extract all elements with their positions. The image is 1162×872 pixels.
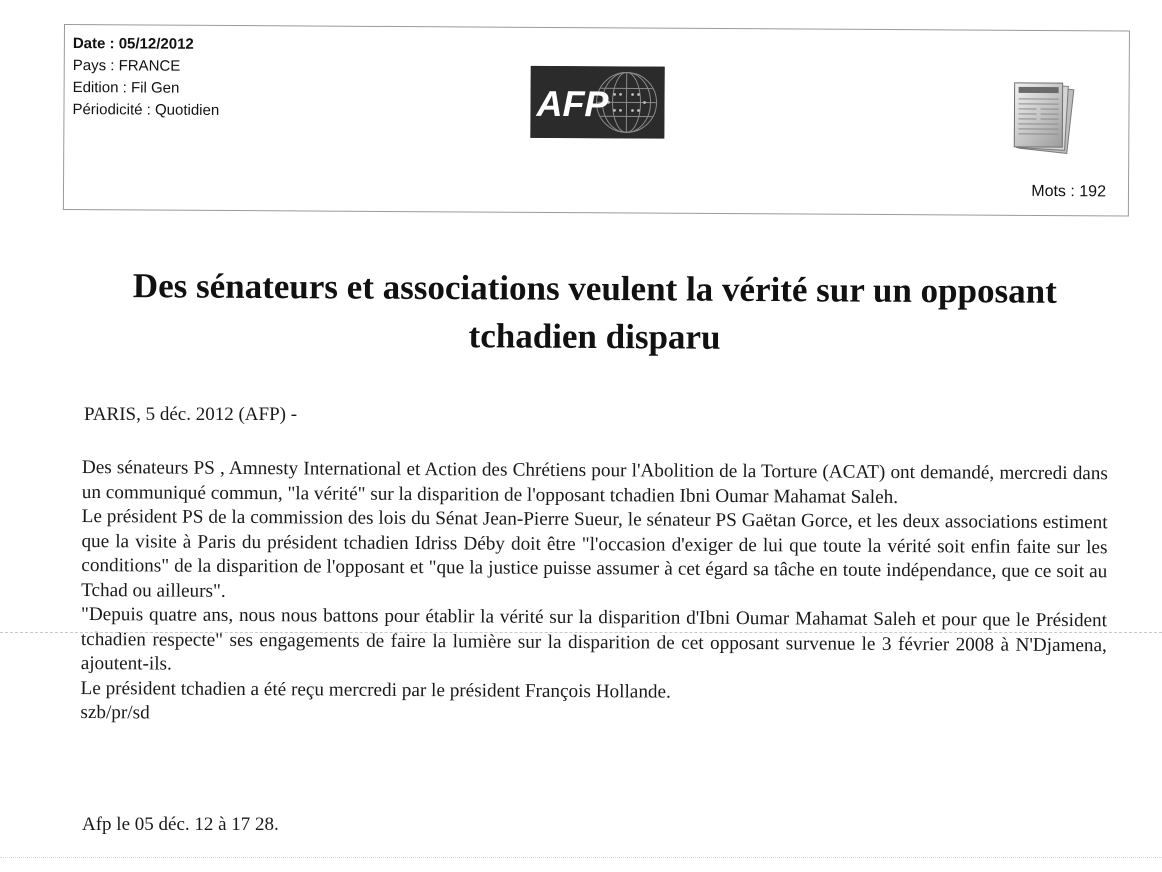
scan-artifact-line — [0, 632, 1162, 633]
document-header — [63, 24, 1130, 217]
logo-text: AFP — [536, 82, 609, 125]
article-signature: szb/pr/sd — [80, 701, 150, 724]
meta-edition: Edition : Fil Gen — [72, 79, 180, 97]
article-dateline: PARIS, 5 déc. 2012 (AFP) - — [84, 404, 298, 425]
meta-periodicity: Périodicité : Quotidien — [72, 101, 220, 119]
article-body — [80, 456, 1108, 732]
meta-country: Pays : FRANCE — [72, 57, 181, 75]
article-paragraph: Le président PS de la commission des lois du Sénat Jean-Pierre Sueur, le sénateur PS Gaëtan Gorce, et les deux associations estiment que la visite à Paris du président tchadien Idriss Déby doit être "l'occasion d'exiger de lui que toute la vérité soit enfin faite sur les conditions" de la disparition de l'opposant et "que la justice puisse assumer à cet égard sa tâche en toute indépendance, que ce soit au Tchad ou ailleurs". — [81, 505, 1108, 602]
scan-artifact-line — [0, 857, 1162, 858]
article-paragraph: "Depuis quatre ans, nous nous battons pour établir la vérité sur la disparition d'Ibni Oumar Mahamat Saleh et pour que le Président tchadien respecte" ses engagements de faire la lumière sur la disparition de cet opposant survenue le 3 février 2008 à N'Djamena, ajoutent-ils. — [80, 603, 1108, 675]
afp-globe-logo-icon — [530, 66, 664, 139]
afp-logo — [530, 66, 664, 139]
word-count: Mots : 192 — [1031, 182, 1107, 201]
article-title: Des sénateurs et associations veulent la vérité sur un opposant tchadien disparu — [132, 266, 1057, 357]
article-footer: Afp le 05 déc. 12 à 17 28. — [82, 814, 279, 835]
meta-date: Date : 05/12/2012 — [72, 35, 194, 53]
article-paragraph: Le président tchadien a été reçu mercredi par le président François Hollande. — [80, 677, 671, 703]
article-paragraph: Des sénateurs PS , Amnesty International et Action des Chrétiens pour l'Abolition de la Torture (ACAT) ont demandé, mercredi dans un communiqué commun, "la vérité" sur la disparition de l'opposant tchadien Ibni Oumar Mahamat Saleh. — [81, 456, 1108, 508]
document-metadata — [72, 33, 219, 122]
newspaper-stack-icon — [1008, 77, 1080, 159]
